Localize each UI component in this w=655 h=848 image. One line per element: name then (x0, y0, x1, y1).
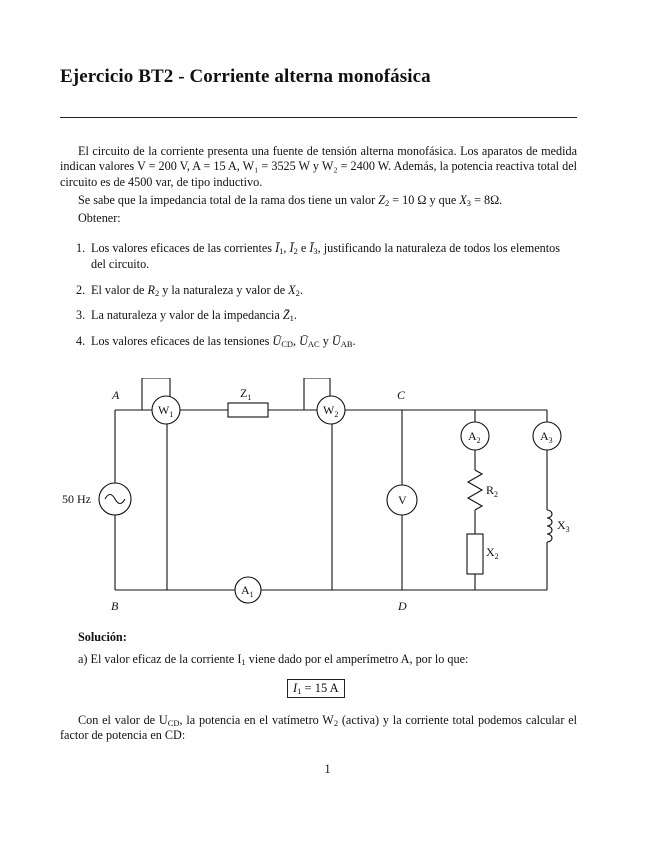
impedance-given: Se sabe que la impedancia total de la rama dos tiene un valor $Z_2 = 10$ Ω y que $X_3 = 8\Omega$. (78, 193, 503, 208)
voltmeter-label: V (398, 493, 407, 507)
x3-label: $X_3$ (557, 518, 570, 534)
solution-heading: Solución: (78, 630, 127, 644)
z1-label: $Z_1$ (240, 386, 252, 402)
impedance-z1 (228, 403, 268, 417)
problem-statement: El circuito de la corriente presenta una fuente de tensión alterna monofásica. Los aparatos de medida indican valores V = 200 V, A = 15 A, W₁ = 3525 W y W₂ = 2400 W. Además, la potencia reactiva total del circuito es de 4500 var, de tipo inductivo. (60, 144, 577, 189)
inductor-x3 (547, 510, 552, 542)
node-a-label: A (112, 388, 120, 402)
impedance-x2 (467, 534, 483, 574)
obtain-label: Obtener: (78, 211, 121, 225)
a2-label: $A_2$ (468, 429, 481, 445)
solution-paragraph: Con el valor de $U_{CD}$, la potencia en el vatímetro $W_2$ (activa) y la corriente total podemos calcular el factor de potencia en CD: (60, 713, 577, 743)
boxed-result: $I_1 = 15$ A (287, 679, 345, 698)
exercise-title: Ejercicio BT2 - Corriente alterna monofásica (60, 66, 431, 87)
title-rule (60, 117, 577, 118)
node-b-label: B (111, 599, 119, 613)
a3-label: $A_3$ (540, 429, 553, 445)
page-number: 1 (324, 762, 331, 776)
source-frequency-label: 50 Hz (62, 492, 91, 506)
r2-label: $R_2$ (486, 483, 499, 499)
x2-label: $X_2$ (486, 545, 499, 561)
node-d-label: D (398, 599, 407, 613)
circuit-diagram (50, 378, 590, 618)
w2-label: $W_2$ (323, 403, 339, 419)
resistor-r2 (468, 470, 482, 510)
solution-part-a: a) El valor eficaz de la corriente $I_1$ viene dado por el amperímetro A, por lo que: (78, 652, 469, 667)
node-c-label: C (397, 388, 406, 402)
sine-icon (105, 495, 125, 504)
w1-label: $W_1$ (158, 403, 174, 419)
a1-label: $A_1$ (241, 583, 254, 599)
